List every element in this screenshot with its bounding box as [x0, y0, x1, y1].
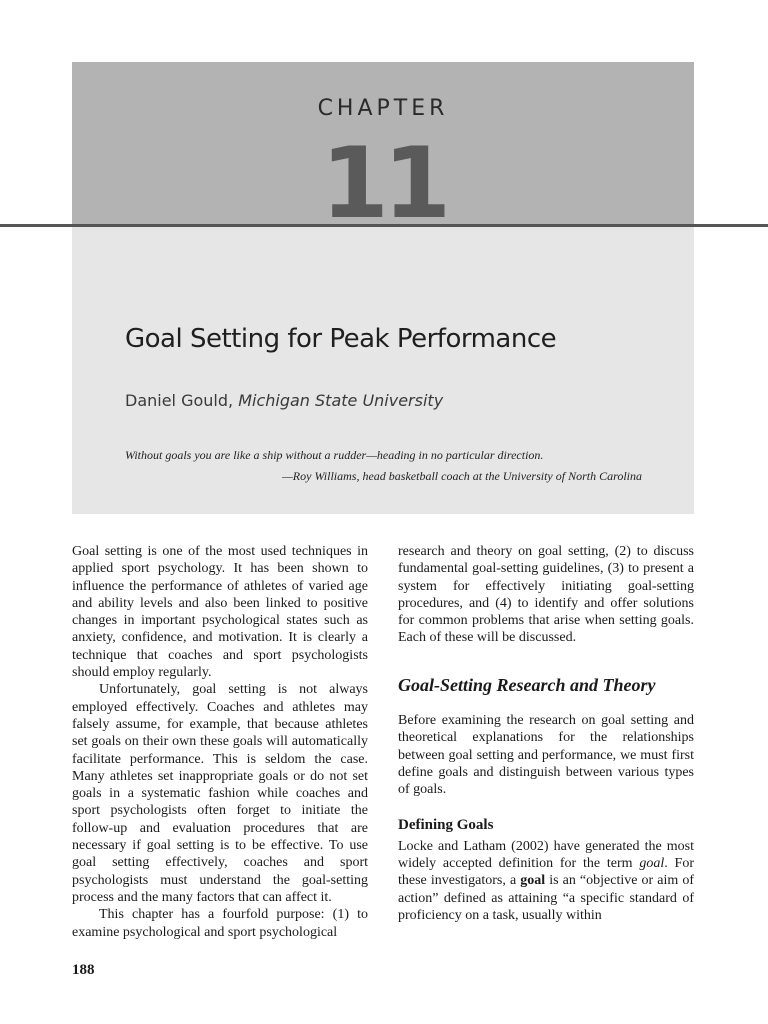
chapter-title: Goal Setting for Peak Performance [125, 324, 557, 354]
paragraph: This chapter has a fourfold purpose: (1) to examine psychological and sport psychological [72, 907, 368, 940]
paragraph: Unfortunately, goal setting is not always employed effectively. Coaches and athletes may falsely assume, for example, that because athletes set goals on their own these goals will automatically facilitate performance. This is seldom the case. Many athletes set inappropriate goals or do not set goals in a systematic fashion while coaches and sport psychologists often forget to initiate the follow-up and evaluation procedures that are necessary if goal setting is to be effective. To use goal setting effectively, coaches and sport psychologists must understand the goal-setting process and the many factors that can affect it. [72, 682, 368, 905]
text-run: . For these investigators, a [398, 856, 694, 889]
paragraph: research and theory on goal setting, (2) to discuss fundamental goal-setting guidelines, (3) to present a system for effectively initiating goal-setting procedures, and (4) to identify and offer solutions for common problems that arise when setting goals. Each of these will be discussed. [398, 544, 694, 646]
right-column [398, 543, 694, 924]
epigraph-attribution: —Roy Williams, head basketball coach at the University of North Carolina [282, 469, 642, 483]
bold-term: goal [520, 873, 546, 889]
author-line [125, 391, 443, 410]
author-name: Daniel Gould, [125, 391, 239, 410]
italic-term: goal [639, 856, 665, 872]
text-run: Locke and Latham (2002) have generated the most widely accepted definition for the term [398, 838, 694, 872]
epigraph-quote: Without goals you are like a ship without a rudder—heading in no particular direction. [125, 448, 544, 462]
section-heading: Goal-Setting Research and Theory [398, 674, 656, 695]
paragraph [398, 838, 694, 924]
chapter-number: 11 [320, 127, 446, 226]
paragraph: Goal setting is one of the most used techniques in applied sport psychology. It has been shown to influence the performance of athletes of varied age and ability levels and also been linked to positive changes in important psychological states such as anxiety, confidence, and motivation. It is clearly a technique that coaches and sport psychologists should employ regularly. [72, 544, 368, 681]
page-number: 188 [72, 962, 95, 978]
text-run: is an “objective or aim of action” defined as attaining “a specific standard of proficiency on a task, usually within [398, 873, 694, 924]
chapter-label: CHAPTER [317, 96, 449, 121]
subsection-heading: Defining Goals [398, 816, 494, 833]
paragraph: Before examining the research on goal setting and theoretical explanations for the relationships between goal setting and performance, we must first define goals and distinguish between various types of goals. [398, 713, 694, 798]
author-affiliation: Michigan State University [238, 391, 444, 410]
left-column [72, 543, 368, 941]
